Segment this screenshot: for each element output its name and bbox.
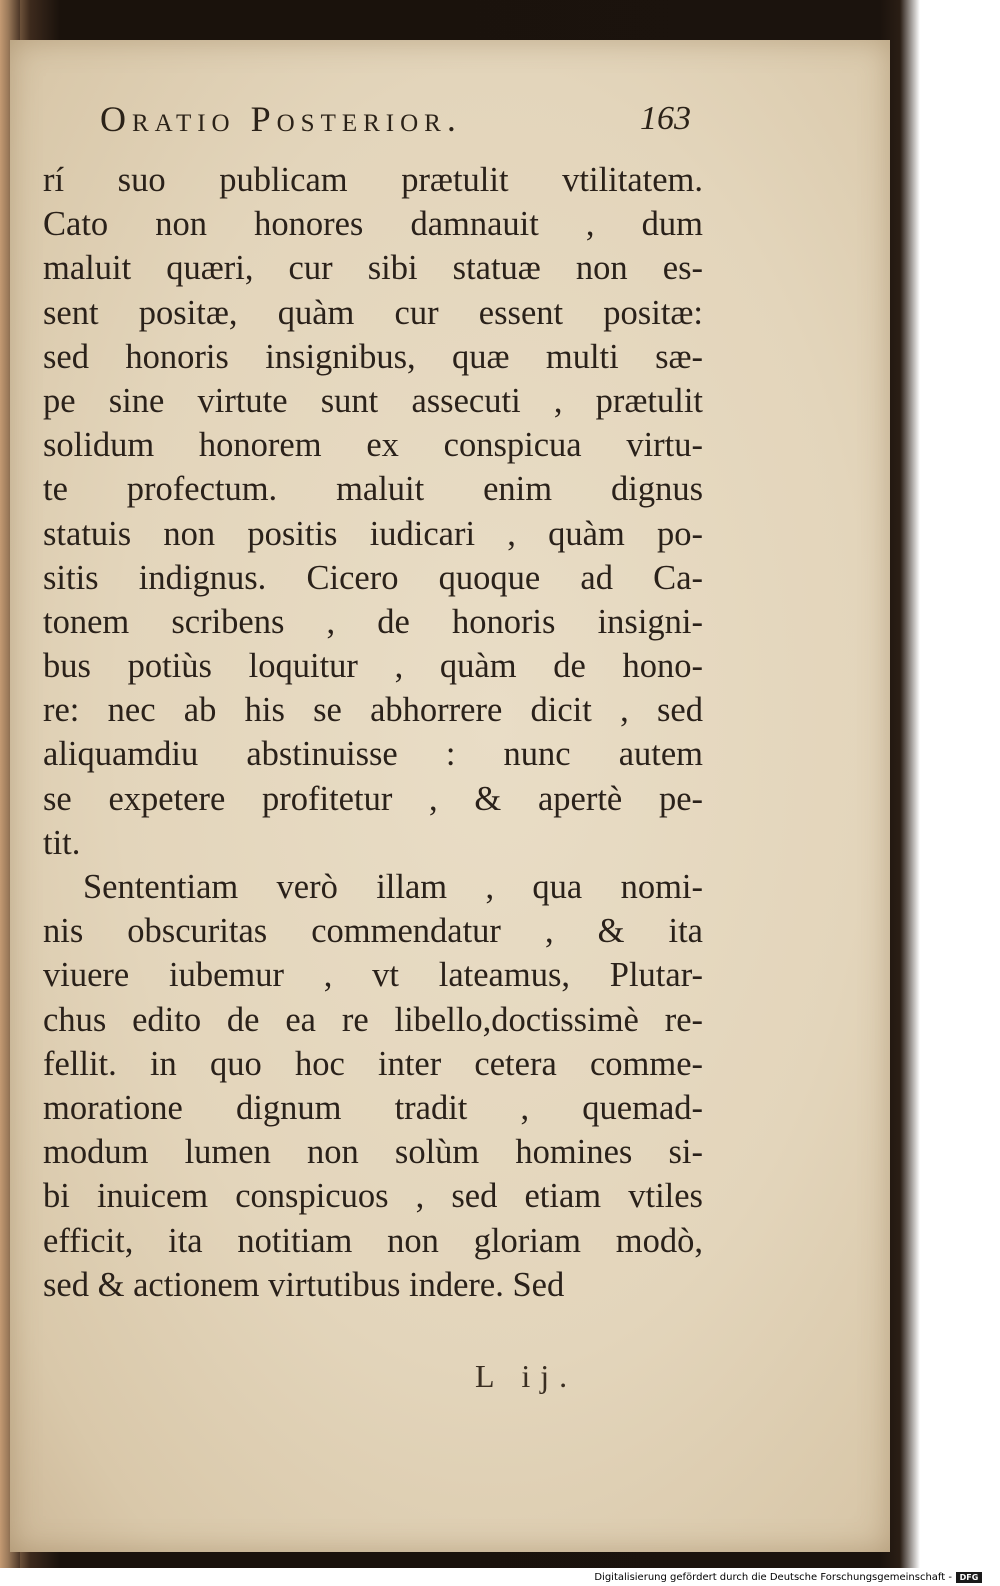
text-line: chus edito de ea re libello,doctissimè re- <box>43 1000 703 1039</box>
text-line: modum lumen non solùm homines si- <box>43 1133 703 1172</box>
text-line: bus potiùs loquitur , quàm de hono- <box>43 647 703 686</box>
text-line: sitis indignus. Cicero quoque ad Ca- <box>43 558 703 597</box>
text-line: tit. <box>43 823 81 862</box>
text-line: re: nec ab his se abhorrere dicit , sed <box>43 691 703 730</box>
signature-mark: L ij. <box>475 1358 578 1394</box>
text-line: statuis non positis iudicari , quàm po- <box>43 514 703 553</box>
text-line: bi inuicem conspicuos , sed etiam vtiles <box>43 1177 703 1216</box>
text-line: moratione dignum tradit , quemad- <box>43 1088 703 1127</box>
text-line: solidum honorem ex conspicua virtu- <box>43 426 703 465</box>
body-text <box>43 158 703 1307</box>
page-number: 163 <box>640 100 691 137</box>
dfg-logo: DFG <box>956 1572 982 1583</box>
book-page <box>10 40 890 1552</box>
text-line: sent positæ, quàm cur essent positæ: <box>43 293 703 332</box>
text-line: tonem scribens , de honoris insigni- <box>43 602 703 641</box>
running-head: Oratio Posterior. <box>100 99 462 139</box>
text-line: fellit. in quo hoc inter cetera comme- <box>43 1044 703 1083</box>
text-line: nis obscuritas commendatur , & ita <box>43 912 703 951</box>
text-line: aliquamdiu abstinuisse : nunc autem <box>43 735 703 774</box>
text-line: efficit, ita notitiam non gloriam modò, <box>43 1221 703 1260</box>
text-line: te profectum. maluit enim dignus <box>43 470 703 509</box>
text-line: pe sine virtute sunt assecuti , prætulit <box>43 381 703 420</box>
text-line: Cato non honores damnauit , dum <box>43 205 703 244</box>
text-line: rí suo publicam prætulit vtilitatem. <box>43 161 703 199</box>
text-line: sed honoris insignibus, quæ multi sæ- <box>43 337 703 376</box>
text-line: sed & actionem virtutibus indere. Sed <box>43 1265 565 1304</box>
text-line: Sententiam verò illam , qua nomi- <box>83 868 703 906</box>
text-line: maluit quæri, cur sibi statuæ non es- <box>43 249 703 288</box>
text-line: viuere iubemur , vt lateamus, Plutar- <box>43 956 703 995</box>
text-line: se expetere profitetur , & apertè pe- <box>43 779 703 818</box>
digitization-credit: Digitalisierung gefördert durch die Deutsche Forschungsgemeinschaft - <box>594 1572 952 1583</box>
